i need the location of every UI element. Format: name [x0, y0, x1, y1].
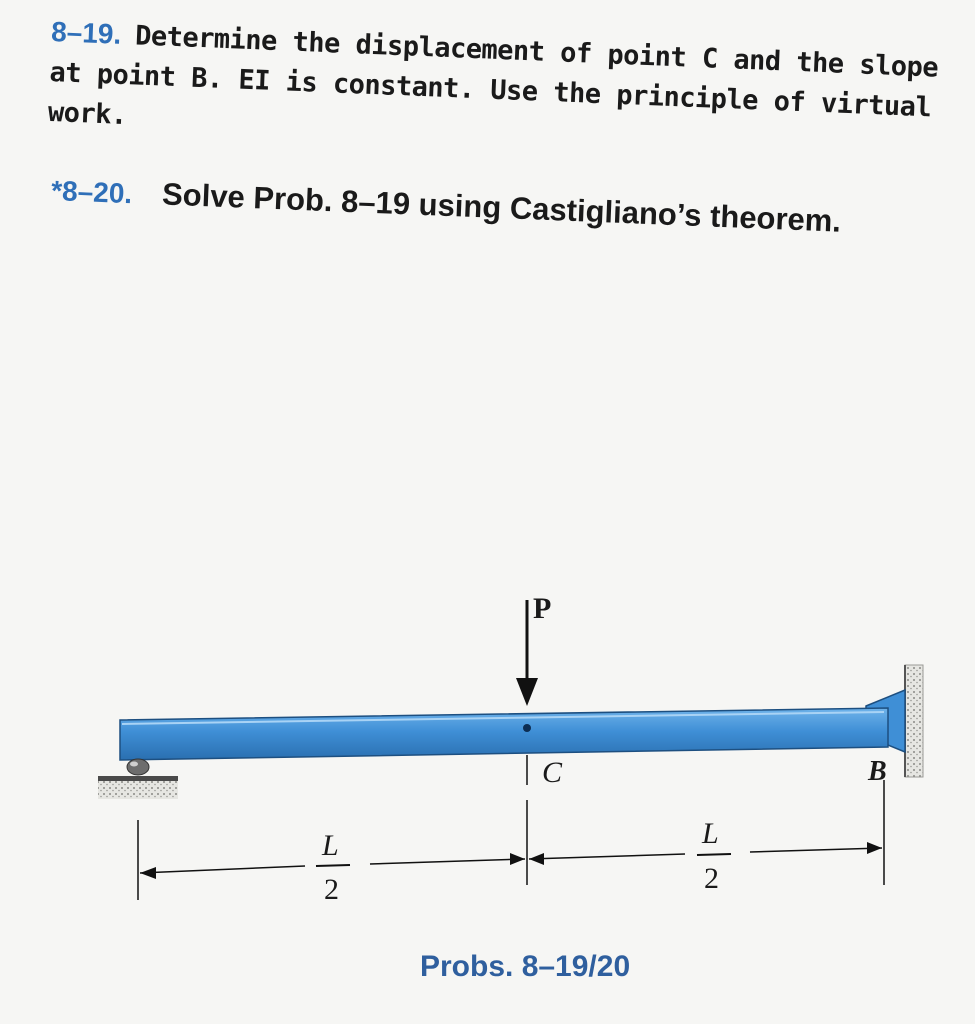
- point-b-label: B: [868, 756, 887, 787]
- problem-8-20: [51, 172, 952, 245]
- dim-right-numerator: L: [702, 817, 719, 850]
- problem-number: *8–20.: [50, 174, 133, 210]
- dim-left-denominator: 2: [324, 873, 339, 906]
- ground-hatch: [98, 781, 178, 799]
- roller-plate: [98, 776, 178, 781]
- problem-8-19: [47, 12, 951, 168]
- dim-right-fraction-bar: [697, 854, 731, 855]
- load-label: P: [533, 592, 552, 625]
- dim-line-left-a: [140, 866, 305, 873]
- dim-arrow-left: [140, 867, 156, 879]
- roller-shine: [130, 762, 138, 767]
- dim-line-right-a: [529, 854, 685, 859]
- dim-left-numerator: L: [322, 829, 339, 862]
- figure-caption: Probs. 8–19/20: [420, 950, 631, 983]
- dim-arrow-mid-left: [510, 853, 525, 865]
- roller-icon: [127, 759, 149, 775]
- point-c-marker: [523, 724, 531, 732]
- problem-number: 8–19.: [50, 15, 122, 50]
- fixed-wall: [905, 665, 923, 777]
- dim-arrow-mid-right: [529, 853, 544, 865]
- problem-text: Determine the displacement of point C and the slope at point B. EI is constant. Use the principle of virtual work.: [47, 20, 939, 132]
- dim-arrow-right: [867, 842, 882, 854]
- dim-left-fraction-bar: [316, 865, 350, 866]
- dim-right-denominator: 2: [704, 862, 719, 895]
- dim-line-right-b: [750, 848, 882, 852]
- dim-line-left-b: [370, 859, 525, 864]
- problem-text: Solve Prob. 8–19 using Castigliano’s theorem.: [161, 176, 842, 239]
- load-arrow-head: [516, 678, 538, 706]
- point-c-label: C: [542, 756, 563, 789]
- beam: [120, 708, 888, 760]
